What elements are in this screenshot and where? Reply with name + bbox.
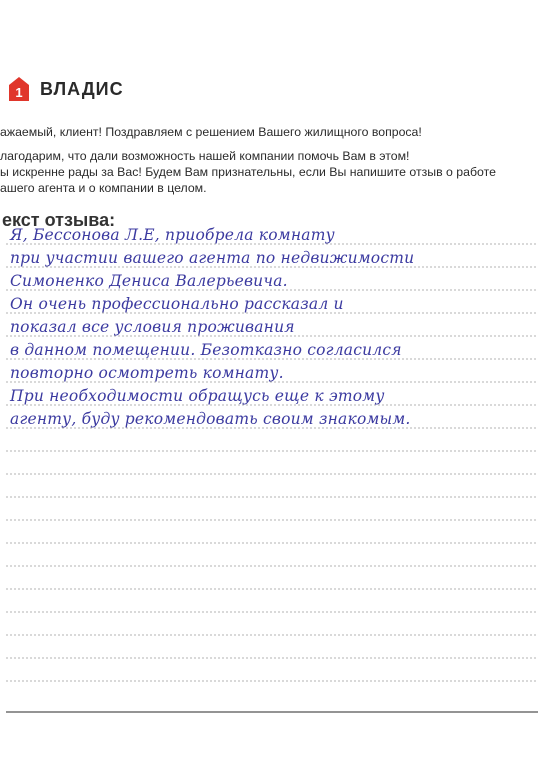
intro-request: ы искренне рады за Вас! Будем Вам признательны, если Вы напишите отзыв о работе [0, 165, 496, 179]
intro-request-cont: ашего агента и о компании в целом. [0, 181, 207, 195]
brand-name: ВЛАДИС [40, 78, 124, 99]
review-line-8: При необходимости обращусь еще к этому [10, 387, 385, 405]
review-line-3: Симоненко Дениса Валерьевича. [10, 272, 288, 290]
intro-thanks: лагодарим, что дали возможность нашей компании помочь Вам в этом! [0, 149, 410, 163]
review-line-5: показал все условия проживания [10, 318, 295, 336]
review-line-7: повторно осмотреть комнату. [10, 364, 284, 382]
review-line-4: Он очень профессионально рассказал и [10, 295, 344, 313]
review-line-2: при участии вашего агента по недвижимости [10, 249, 415, 267]
review-line-1: Я, Бессонова Л.Е, приобрела комнату [10, 226, 335, 244]
review-line-6: в данном помещении. Безотказно согласился [10, 341, 402, 359]
logo-digit: 1 [15, 85, 23, 100]
review-label: екст отзыва: [2, 210, 116, 230]
review-line-9: агенту, буду рекомендовать своим знакомым. [10, 410, 411, 428]
intro-greeting: ажаемый, клиент! Поздравляем с решением Вашего жилищного вопроса! [0, 125, 422, 139]
